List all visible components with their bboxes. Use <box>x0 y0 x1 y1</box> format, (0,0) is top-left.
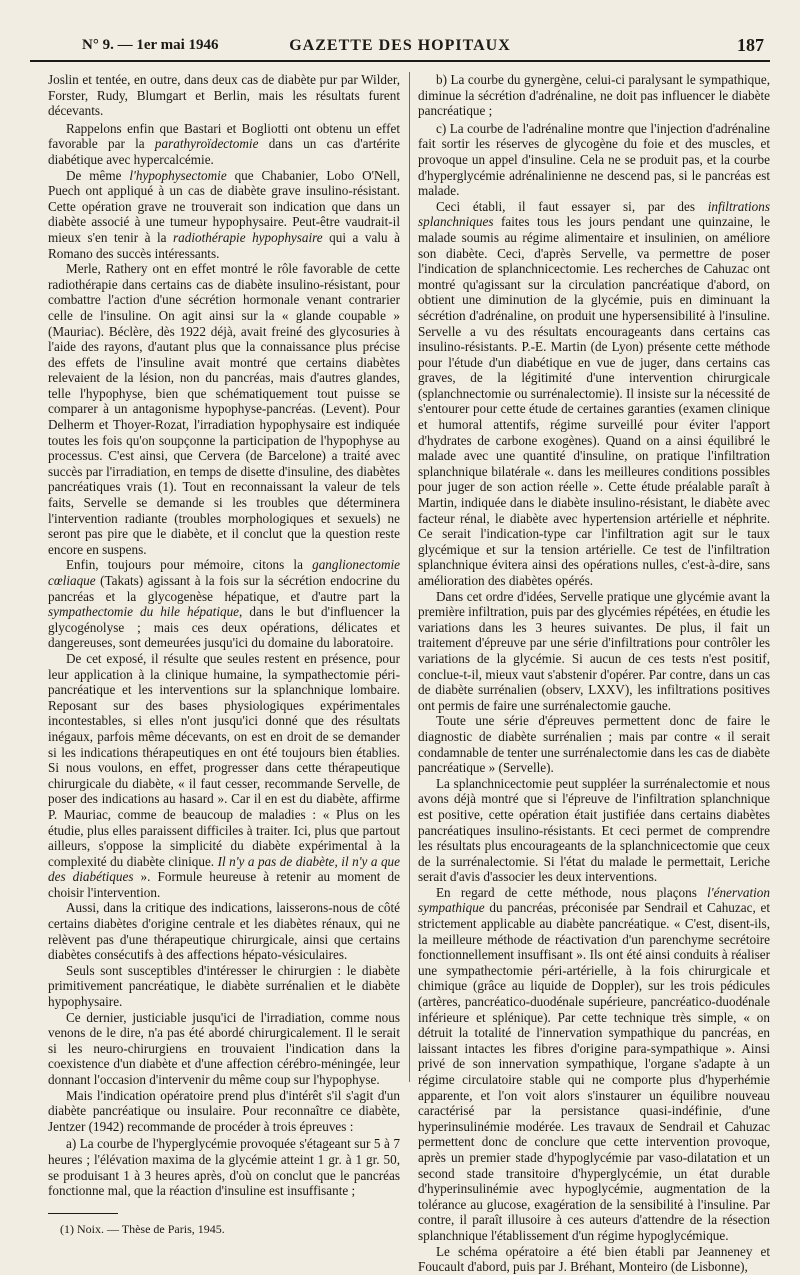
paragraph: Rappelons enfin que Bastari et Bogliotti ont obtenu un effet favorable par la parathyroïdectomie dans un cas d'artérite diabétique avec hypercalcémie. <box>48 120 400 167</box>
column-divider <box>409 72 410 1082</box>
right-column <box>418 72 770 1275</box>
footnote: (1) Noix. — Thèse de Paris, 1945. <box>60 1221 225 1236</box>
paragraph: De cet exposé, il résulte que seules restent en présence, pour leur application à la clinique humaine, la sympathectomie péri-pancréatique et les interventions sur la splanchnique lombaire. Reposant sur des bases physiologiques expérimentales incontestables, si elles n'ont jusqu'ici donné que des résultats inégaux, parfois même décevants, on est en droit de se demander si les indications thérapeutiques en ont été toujours bien établies. Si nous voulons, en effet, progresser dans cette thérapeutique chirurgicale du diabète, « il faut cesser, recommande Servelle, de poser des indications au hasard ». Car il en est du diabète, affirme P. Mauriac, comme de beaucoup de maladies : « Plus on les étudie, plus elles paraissent difficiles à traiter. Ici, plus que partout ailleurs, s'oppose la simplicité du diabète expérimental à la complexité du diabète clinique. Il n'y a pas de diabète, il n'y a que des diabétiques ». Formule heureuse à retenir au moment de choisir l'intervention. <box>48 650 400 900</box>
paragraph: Aussi, dans la critique des indications, laisserons-nous de côté certains diabètes d'origine centrale et les diabètes rénaux, qui ne relèvent pas d'une thérapeutique chirurgicale, ainsi que certains diabètes consécutifs à des affections hépato-vésiculaires. <box>48 900 400 963</box>
paragraph: En regard de cette méthode, nous plaçons l'énervation sympathique du pancréas, préconisée par Sendrail et Cahuzac, et strictement applicable au diabète pancréatique. « C'est, disent-ils, la meilleure méthode de réactivation d'un parenchyme secrétoire fonctionnellement insuffisant ». Ils ont été ainsi conduits à réaliser une sympathectomie péri-artérielle, à la fois chirurgicale et chimique (grâce au liquide de Doppler), sur les trois pédicules (artères, pancréatico-duodénale supérieure, pancréatico-duodénale inférieure et splénique). Par cette technique très simple, « on détruit la totalité de l'innervation sympathique du pancréas, en laissant intactes les fibres d'origine para-sympathique ». Ainsi privé de son innervation sympathique, l'organe s'adapte à un régime circulatoire stable qui ne comporte plus d'hyperhémie apparente, et l'on voit alors s'instaurer un équilibre nouveau caractérisé par la persistance quasi-indéfinie, d'une hyperinsulinémie modérée. Les travaux de Sendrail et Cahuzac permettent donc de conclure que cette intervention provoque, après un premier stade d'hypoglycémie par vaso-dilatation et un second stade transitoire d'hyperglycémie, un état durable d'hyperinsulinémie avec hypoglycémie, augmentation de la tolérance au glucose, exagération de la sensibilité à l'insuline. Par contre, il paraît illusoire à ces auteurs d'attendre de la résection splanchnique l'établissement d'un régime hypoglycémique. <box>418 884 770 1243</box>
footnote-rule <box>48 1213 118 1214</box>
paragraph: Enfin, toujours pour mémoire, citons la ganglionectomie cœliaque (Takats) agissant à la fois sur la sécrétion endocrine du pancréas et la glycogenèse hépatique, et d'autre part la sympathectomie du hile hépatique, dans le but d'influencer la glycogénolyse ; mais ces deux opérations, délicates et dangereuses, sont demeurées jusqu'ici du domaine du laboratoire. <box>48 557 400 651</box>
paragraph: Mais l'indication opératoire prend plus d'intérêt s'il s'agit d'un diabète pancréatique ou insulaire. Pour reconnaître ce diabète, Jentzer (1942) recommande de procéder à trois épreuves : <box>48 1087 400 1134</box>
paragraph: a) La courbe de l'hyperglycémie provoquée s'étageant sur 5 à 7 heures ; l'élévation maxima de la glycémie atteint 1 gr. à 1 gr. 50, se produisant 1 à 3 heures après, d'où on conclut que le pancréas fonctionne mal, que la réaction d'insuline est insuffisante ; <box>48 1136 400 1199</box>
paragraph: Toute une série d'épreuves permettent donc de faire le diagnostic de diabète surrénalien ; mais par contre « il serait condamnable de tenter une surrénalectomie dans les cas de diabète pancréatique » (Servelle). <box>418 713 770 776</box>
journal-title: GAZETTE DES HOPITAUX <box>289 37 511 54</box>
paragraph: b) La courbe du gynergène, celui-ci paralysant le sympathique, diminue la sécrétion d'adrénaline, ne doit pas influencer le diabète pancréatique ; <box>418 72 770 119</box>
paragraph: Dans cet ordre d'idées, Servelle pratique une glycémie avant la première infiltration, puis par des glycémies répétées, en étudie les variations dans les 3 heures suivantes. De plus, il fait un traitement d'épreuve par une série d'infiltrations pour contrôler les variations de la glycémie. Si aucun de ces tests n'est positif, conclue-t-il, mieux vaut s'abstenir d'opérer. Par contre, dans un cas de diabète surrénalien (observ, LXXV), les infiltrations positives ont permis de faire une surrénalectomie gauche. <box>418 588 770 713</box>
paragraph: Merle, Rathery ont en effet montré le rôle favorable de cette radiothérapie dans certains cas de diabète insulino-résistant, pour combattre l'action d'une sécrétion hormonale venant contrarier celle de l'insuline. On agit ainsi sur la « glande coupable » (Mauriac). Béclère, dès 1922 déjà, avait freiné des glycosuries à l'aide des rayons, d'autant plus que la connaissance plus précise des effets de l'insuline avait montré que certains diabètes relevaient de la lésion, non du pancréas, mais d'autres glandes, telle l'hypophyse, bien que schématiquement tout puisse se comparer à un antagonisme hypophyse-pancréas. (Levent). Pour Delherm et Thoyer-Rozat, l'irradiation hypophysaire est indiquée toutes les fois qu'on soupçonne la participation de l'hypophyse au processus. C'est ainsi, que Cervera (de Barcelone) a traité avec succès par l'irradiation, en temps de disette d'insuline, des diabètes pancréatiques vrais (1). Tout en reconnaissant la valeur de tels faits, Servelle se demande si les troubles que déterminera l'intervention radiante (troubles morphologiques et sexuels) ne seront pas pire que le diabète, et il conclut que la question reste encore en suspens. <box>48 261 400 557</box>
paragraph: De même l'hypophysectomie que Chabanier, Lobo O'Nell, Puech ont appliqué à un cas de diabète grave insulino-résistant. Cette opération grave ne trouverait son indication que dans un diabète associé à une tumeur hypophysaire. Peut-être vaudrait-il mieux s'en tenir à la radiothérapie hypophysaire qui a valu à Romano des succès intéressants. <box>48 167 400 261</box>
paragraph: Seuls sont susceptibles d'intéresser le chirurgien : le diabète primitivement pancréatique, le diabète surrénalien et le diabète hypophysaire. <box>48 962 400 1010</box>
left-column <box>48 72 400 1237</box>
issue-date: N° 9. — 1er mai 1946 <box>82 37 219 53</box>
page-header <box>30 34 770 62</box>
paragraph: Ce dernier, justiciable jusqu'ici de l'irradiation, comme nous venons de le dire, n'a pas été abordé chirurgicalement. Il le serait si les neuro-chirurgiens en trouvaient l'indication dans la coexistence d'un diabète et d'une affection cérébro-méningée, leur donnant l'occasion d'intervenir du même coup sur l'hypophyse. <box>48 1009 400 1087</box>
paragraph: La splanchnicectomie peut suppléer la surrénalectomie et nous avons déjà montré que si l'épreuve de l'infiltration splanchnique est positive, cette opération était justifiée dans certains diabètes pancréatiques insulino-résistants. Et ceci permet de comprendre les résultats plus encourageants de la splanchnicectomie que ceux de la surrénalectomie. Si l'état du malade le permettait, Leriche serait d'avis d'associer les deux interventions. <box>418 775 770 885</box>
page-number: 187 <box>737 35 764 55</box>
paragraph: Joslin et tentée, en outre, dans deux cas de diabète pur par Wilder, Forster, Rudy, Blumgart et Berlin, mais les résultats furent décevants. <box>48 72 400 119</box>
paragraph: c) La courbe de l'adrénaline montre que l'injection d'adrénaline fait sortir les réserves de glycogène du foie et des muscles, et provoque un appel d'insuline. Cela ne se produit pas, et la courbe d'hyperglycémie adrénalinienne ne descend pas, si le pancréas est malade. <box>418 120 770 199</box>
paragraph: Ceci établi, il faut essayer si, par des infiltrations splanchniques faites tous les jours pendant une quinzaine, le malade soumis au régime alimentaire et insulinien, on améliore son diabète. Ceci, d'après Servelle, va permettre de poser l'indication de splanchnicectomie. Les recherches de Cahuzac ont montré qu'agissant sur la circulation pancréatique d'abord, on obtient une diminution de la glycémie, puis en diminuant la sécrétion d'adrénaline, on produit une hypersensibilité à l'insuline. Servelle a vu des résultats encourageants dans certains cas insulino-résistants. P.-E. Martin (de Lyon) présente cette méthode pour l'étude d'un diabétique en vue de juger, dans certains cas graves, de la légitimité d'une intervention chirurgicale (splanchnectomie ou surrénalectomie). Il insiste sur la nécessité de s'entourer pour cette étude de certaines garanties (examen clinique et humoral attentifs, régime surveillé pour éviter l'apport d'hydrates de carbone exogènes). Quand on a ainsi équilibré le malade avec une quantité d'insuline, on pratique l'infiltration splanchnique bilatérale «. dans les meilleures conditions possibles pour juger de son action réelle ». Cette étude préalable paraît à Martin, indiquée dans le diabète insulino-résistant, le diabète avec facteur rénal, le diabète avec hypertension artérielle et néphrite. Ce serait l'indication-type car l'infiltration agit sur le taux glycémique et sur la tension artérielle. Ce test de l'infiltration splanchnique évitera ainsi des opérations nulles, c'est-à-dire, sans amélioration des diabètes opérés. <box>418 198 770 588</box>
paragraph: Le schéma opératoire a été bien établi par Jeanneney et Foucault d'abord, puis par J. Bréhant, Monteiro (de Lisbonne), <box>418 1243 770 1275</box>
